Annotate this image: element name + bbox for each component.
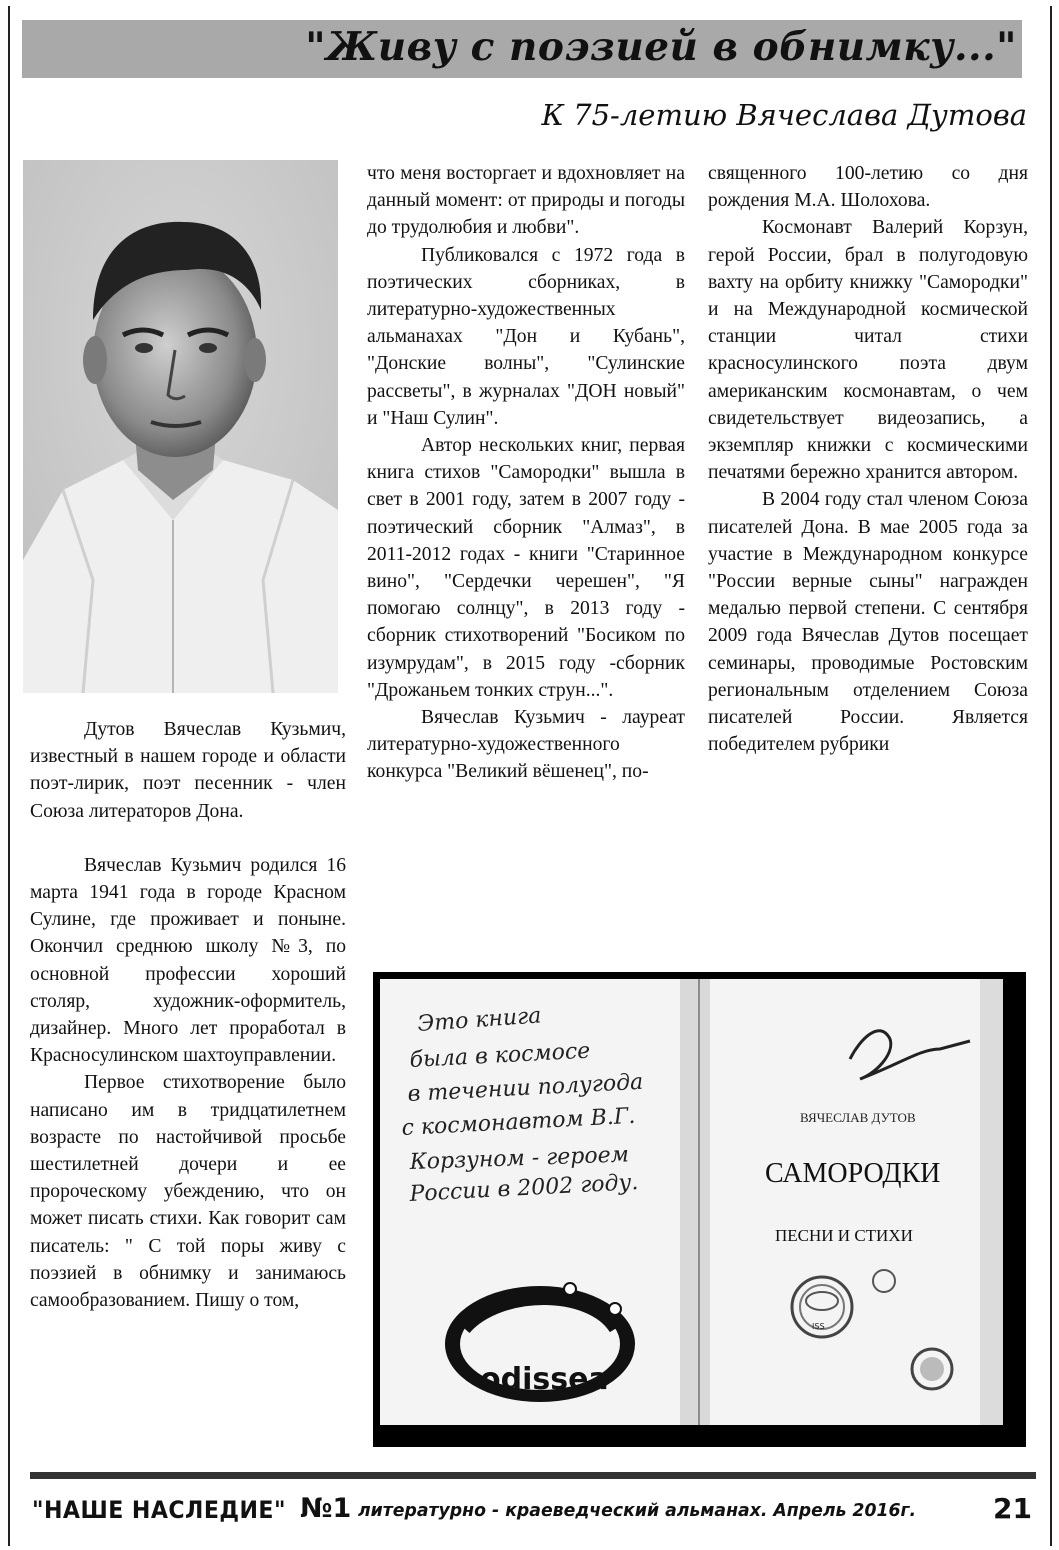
book-subtitle: ПЕСНИ И СТИХИ: [775, 1226, 913, 1245]
book-photo: [373, 972, 1026, 1447]
paragraph: Дутов Вячеслав Кузьмич, известный в нашем городе и области поэт-лирик, поэт песенник - член Союза литераторов Дона.: [30, 719, 346, 822]
portrait-illustration: [23, 160, 338, 693]
text-column-1: [30, 716, 346, 1314]
paragraph: что меня восторгает и вдохновляет на данный момент: от природы и погоды до трудолюбия и любви".: [367, 163, 685, 239]
book-author: ВЯЧЕСЛАВ ДУТОВ: [800, 1110, 916, 1125]
paragraph: Космонавт Валерий Корзун, герой России, брал в полугодовую вахту на орбиту книжку "Самородки" и на Международной космической станции читал стихи красносулинского поэта двум американским космонавтам, о чем свидетельствует видеозапись, а экземпляр книжки с космическими печатями бережно хранится автором.: [708, 217, 1028, 484]
text-column-3: [708, 160, 1028, 758]
paragraph: священного 100-летию со дня рождения М.А. Шолохова.: [708, 163, 1028, 212]
issue-number: №1: [300, 1493, 352, 1524]
paragraph: Вячеслав Кузьмич родился 16 марта 1941 года в городе Красном Сулине, где проживает и поныне. Окончил среднюю школу №3, по основной профессии хороший столяр, художник-оформитель, дизайнер. Много лет проработал в Красносулинском шахтоуправлении.: [30, 854, 346, 1067]
journal-name: "НАШЕ НАСЛЕДИЕ": [32, 1496, 286, 1524]
page-number: 21: [993, 1492, 1032, 1525]
text-column-2: [367, 160, 685, 786]
footer-rule: [30, 1472, 1036, 1479]
inscription-line: России в 2002 году.: [409, 1170, 639, 1207]
svg-text:odissea: odissea: [480, 1362, 609, 1397]
paragraph: Публиковался с 1972 года в поэтических сборниках, в литературно-художественных альманахах "Дон и Кубань", "Донские волны", "Сулинские рассветы", в журналах "ДОН новый" и "Наш Сулин".: [367, 244, 685, 429]
paragraph: Вячеслав Кузьмич - лауреат литературно-художественного конкурса "Великий вёшенец", по-: [367, 707, 685, 783]
paragraph: Первое стихотворение было написано им в тридцатилетнем возрасте по настойчивой просьбе шестилетней дочери и ее пророческому убеждению, что он может писать стихи. Как говорит сам писатель: " С той поры живу с поэзией в обнимку и занимаюсь самообразованием. Пишу о том,: [30, 1072, 346, 1312]
book-title: САМОРОДКИ: [765, 1158, 941, 1189]
portrait-photo: [23, 160, 338, 693]
svg-text:ISS: ISS: [812, 1322, 825, 1331]
inscription-line: Корзуном - героем: [409, 1142, 630, 1175]
paragraph: Автор нескольких книг, первая книга стихов "Самородки" вышла в свет в 2001 году, затем в 2007 году - поэтический сборник "Алмаз", в 2011-2012 годах - книги "Старинное вино", "Сердечки черешен", "Я помогаю солнцу", в 2013 году - сборник стихотворений "Босиком по изумрудам", в 2015 году -сборник "Дрожаньем тонких струн...".: [367, 435, 685, 701]
inscription-line: с космонавтом В.Г.: [401, 1103, 636, 1141]
inscription-line: Это книга: [416, 1003, 543, 1037]
article-subtitle: К 75-летию Вячеслава Дутова: [541, 98, 1027, 132]
journal-description: литературно - краеведческий альманах. Апрель 2016г.: [358, 1500, 917, 1521]
inscription-line: в течении полугода: [407, 1069, 644, 1107]
article-title: "Живу с поэзией в обнимку...": [305, 24, 1017, 70]
book-spread: [380, 979, 1003, 1425]
paragraph: В 2004 году стал членом Союза писателей Дона. В мае 2005 года за участие в Международном конкурсе "России верные сыны" награжден медалью первой степени. С сентября 2009 года Вячеслав Дутов посещает семинары, проводимые Ростовским региональным отделением Союза писателей России. Является победителем рубрики: [708, 489, 1028, 756]
book-illustration: [380, 979, 1003, 1425]
footer: [30, 1488, 1036, 1532]
inscription-line: была в космосе: [409, 1038, 591, 1073]
